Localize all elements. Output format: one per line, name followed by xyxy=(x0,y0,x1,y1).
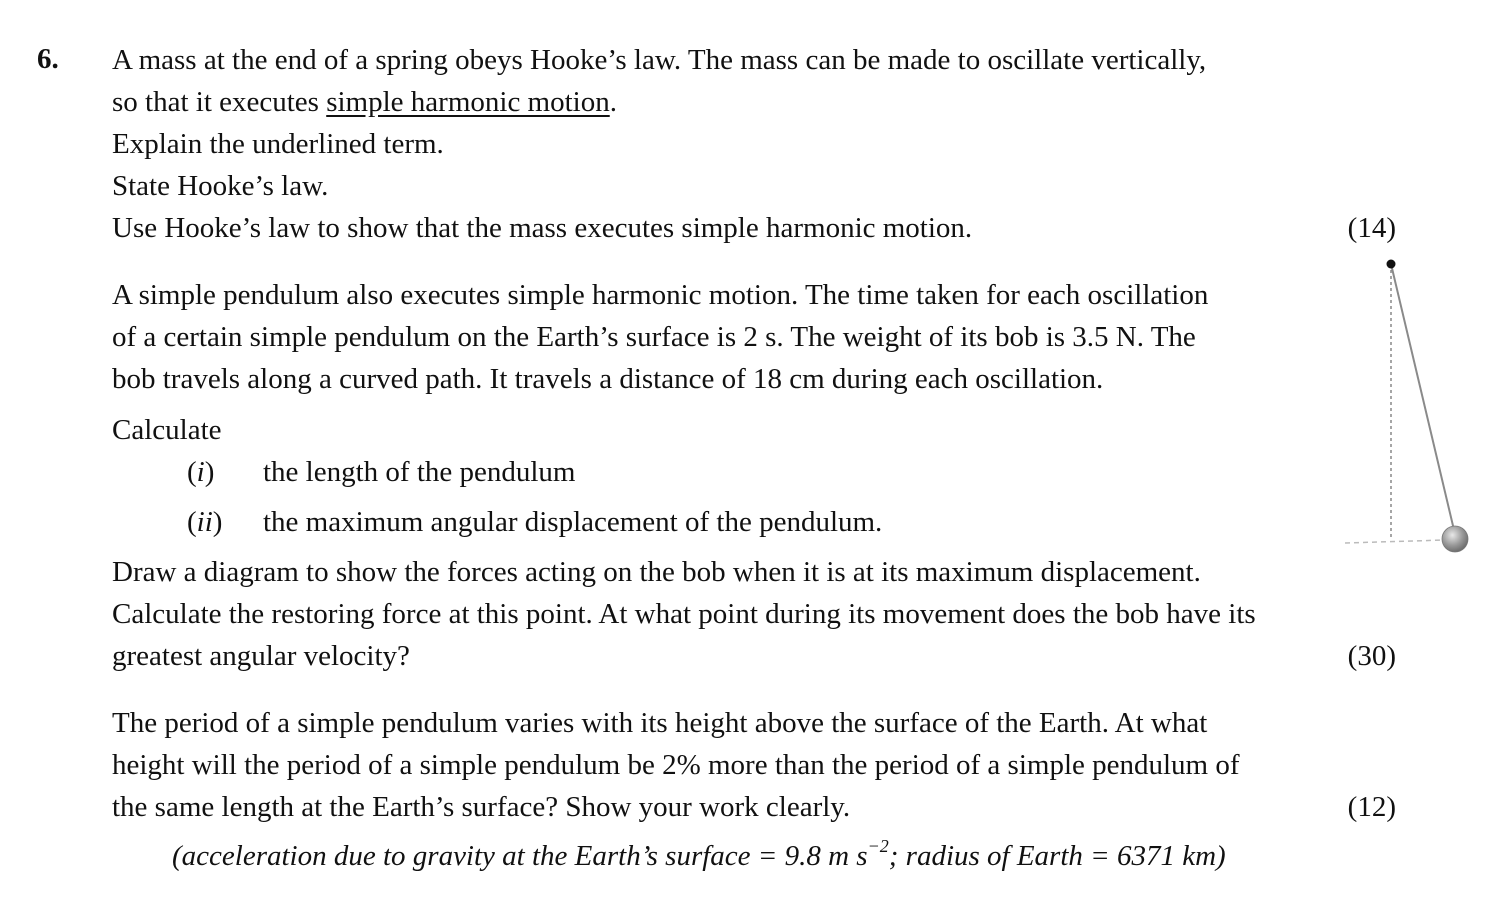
pendulum-diagram xyxy=(1340,250,1470,560)
question-number: 6. xyxy=(37,43,59,75)
part3-line-3: the same length at the Earth’s surface? Show your work clearly. xyxy=(112,791,851,823)
period: . xyxy=(609,86,617,118)
part3-line-2: height will the period of a simple pendulum be 2% more than the period of a simple pendulum of xyxy=(112,749,1240,781)
part1-line-2-text: so that it executes xyxy=(112,86,327,118)
part2-line-3: bob travels along a curved path. It travels a distance of 18 cm during each oscillation. xyxy=(112,363,1104,395)
subpart-ii-label: (ii) xyxy=(187,506,223,538)
part1-line-1: A mass at the end of a spring obeys Hooke’s law. The mass can be made to oscillate vertically, xyxy=(112,44,1207,76)
part1-line-3: Explain the underlined term. xyxy=(112,128,444,160)
calculate-label: Calculate xyxy=(112,414,222,446)
part1-line-4: State Hooke’s law. xyxy=(112,170,329,202)
part2-line-1: A simple pendulum also executes simple harmonic motion. The time taken for each oscillation xyxy=(112,279,1209,311)
part2-marks: (30) xyxy=(1347,640,1396,672)
part2-after-line-2: Calculate the restoring force at this point. At what point during its movement does the bob have its xyxy=(112,598,1256,630)
subpart-ii-text: the maximum angular displacement of the pendulum. xyxy=(263,506,883,538)
subpart-i-text: the length of the pendulum xyxy=(263,456,576,488)
part2-line-2: of a certain simple pendulum on the Earth’s surface is 2 s. The weight of its bob is 3.5 N. The xyxy=(112,321,1196,353)
part2-after-line-3: greatest angular velocity? xyxy=(112,640,410,672)
horizontal-reference-line xyxy=(1345,540,1445,543)
part2-after-line-1: Draw a diagram to show the forces acting on the bob when it is at its maximum displacement. xyxy=(112,556,1201,588)
part1-line-5: Use Hooke’s law to show that the mass executes simple harmonic motion. xyxy=(112,212,973,244)
underlined-term: simple harmonic motion xyxy=(326,86,610,118)
part3-marks: (12) xyxy=(1347,791,1396,823)
pivot-point xyxy=(1387,260,1396,269)
part1-line-2 xyxy=(112,85,617,119)
part1-marks: (14) xyxy=(1347,212,1396,244)
subpart-i-label: (i) xyxy=(187,456,215,488)
constants-note: (acceleration due to gravity at the Earth’s surface = 9.8 m $s^{-2}$; radius of Earth = 6371 km) xyxy=(172,836,1226,872)
part3-line-1: The period of a simple pendulum varies with its height above the surface of the Earth. At what xyxy=(112,707,1208,739)
pendulum-string xyxy=(1391,264,1454,530)
pendulum-bob xyxy=(1442,526,1468,552)
